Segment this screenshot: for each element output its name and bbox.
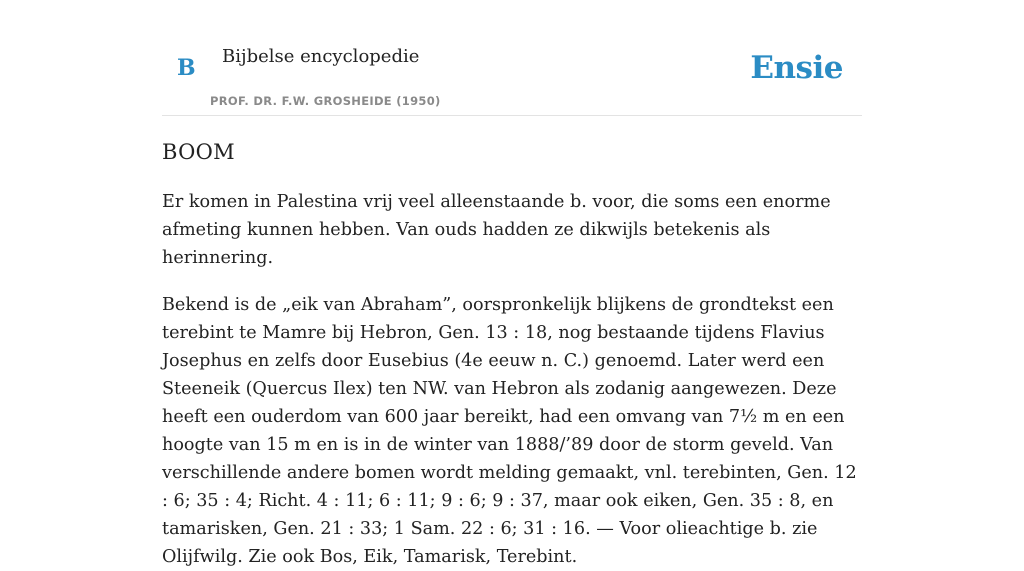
book-title-link[interactable]: Bijbelse encyclopedie [222, 46, 420, 67]
page [162, 0, 862, 571]
entry-title: BOOM [162, 140, 235, 164]
entry-paragraph: Er komen in Palestina vrij veel alleenstaande b. voor, die soms een enorme afmeting kunnen hebben. Van ouds hadden ze dikwijls betekenis als herinnering. [162, 192, 831, 268]
book-author: PROF. DR. F.W. GROSHEIDE (1950) [210, 94, 441, 108]
entry-paragraph: Bekend is de „eik van Abraham”, oorspronkelijk blijkens de grondtekst een terebint te Mamre bij Hebron, Gen. 13 : 18, nog bestaande tijdens Flavius Josephus en zelfs door Eusebius (4e eeuw n. C.) genoemd. Later werd een Steeneik (Quercus Ilex) ten NW. van Hebron als zodanig aangewezen. Deze heeft een ouderdom van 600 jaar bereikt, had een omvang van 7½ m en een hoogte van 15 m en is in de winter van 1888/’89 door de storm geveld. Van verschillende andere bomen wordt melding gemaakt, vnl. terebinten, Gen. 12 : 6; 35 : 4; Richt. 4 : 11; 6 : 11; 9 : 6; 9 : 37, maar ook eiken, Gen. 35 : 8, en tamarisken, Gen. 21 : 33; 1 Sam. 22 : 6; 31 : 16. — Voor olieachtige b. zie Olijfwilg. Zie ook Bos, Eik, Tamarisk, Terebint. [162, 295, 857, 567]
letter-link[interactable]: B [177, 55, 196, 81]
ensie-logo[interactable]: Ensie [750, 50, 843, 86]
book-header [162, 0, 862, 116]
